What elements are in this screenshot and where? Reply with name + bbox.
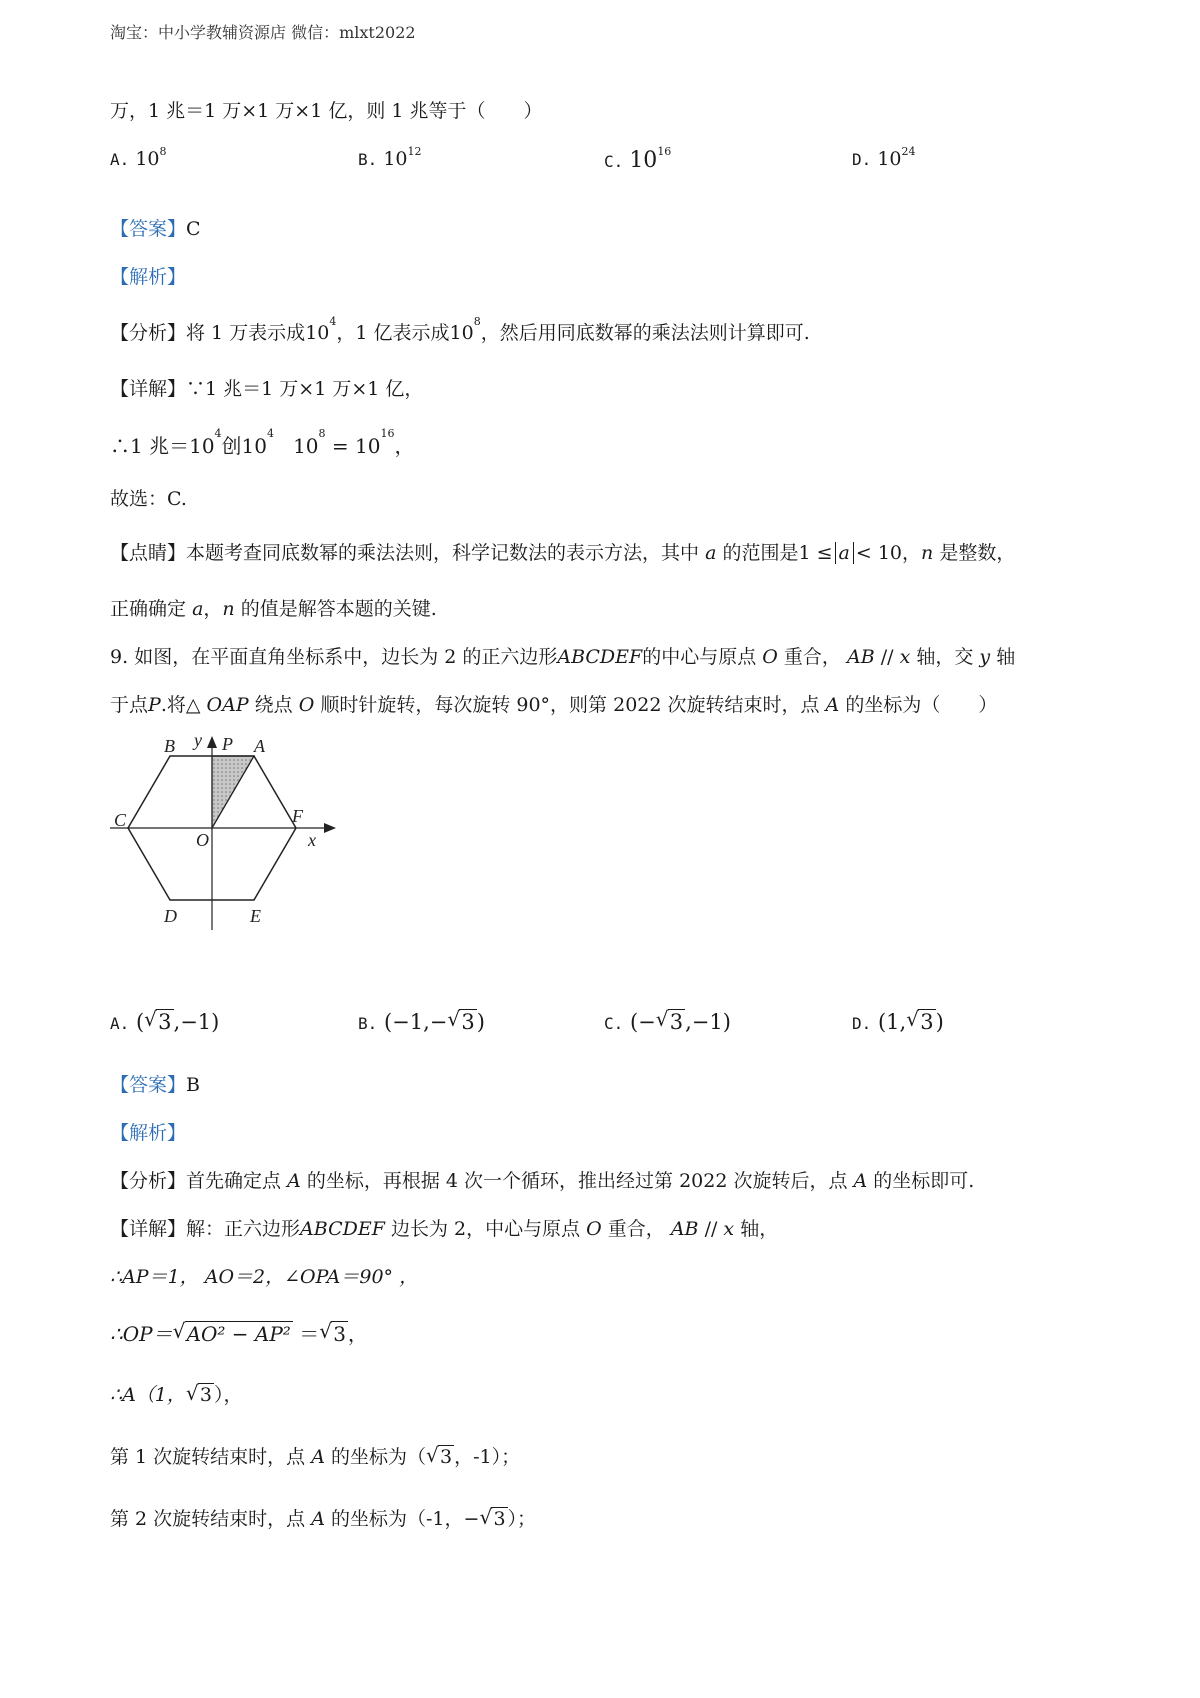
q9-detail-1: [110, 1214, 778, 1241]
answer-value: C: [186, 218, 201, 240]
option-letter: D.: [852, 1014, 872, 1033]
sqrt-symbol: [426, 1446, 454, 1468]
line-text: 的坐标为（-1，: [331, 1508, 464, 1530]
answer-value: B: [186, 1074, 200, 1096]
sqrt-radicand: 3: [333, 1322, 346, 1346]
answer-tag: 【答案】: [110, 1074, 187, 1096]
option-exp: 8: [159, 145, 167, 158]
var-o: O: [298, 694, 315, 716]
ineq-right: < 10: [855, 542, 902, 564]
math-eq: ＝: [299, 1322, 320, 1346]
option-letter: B.: [358, 1014, 378, 1033]
line-text: ，: [347, 1322, 368, 1346]
label-d: D: [164, 906, 177, 926]
q8-detail-1: [110, 374, 423, 401]
q8-choose: 故选：C.: [110, 488, 187, 510]
analysis-text: 的坐标，再根据 4 次一个循环，推出经过第 2022 次旋转后，点: [306, 1170, 848, 1192]
q8-comment-1: [110, 538, 1015, 565]
line-text: 第 2 次旋转结束时，点: [110, 1508, 306, 1530]
option-letter: B.: [358, 150, 378, 169]
sqrt-symbol: [479, 1508, 507, 1530]
var-a-point: A: [311, 1446, 325, 1468]
sqrt-radicand: 3: [461, 1010, 475, 1034]
q9-option-d[interactable]: [852, 1010, 944, 1034]
line-text: 的坐标为（: [331, 1446, 427, 1468]
sqrt-radicand: AO² − AP²: [186, 1322, 291, 1346]
detail-text: 重合，: [607, 1218, 665, 1240]
analysis-tag: 【分析】: [110, 1170, 187, 1192]
q9-rotation-2: [110, 1504, 536, 1531]
line-text: 第 1 次旋转结束时，点: [110, 1446, 306, 1468]
option-post: ,−1): [685, 1010, 731, 1034]
math-ten: 10: [189, 434, 215, 458]
stem-text: 重合，: [783, 646, 841, 668]
q9-jiexi-tag: 【解析】: [110, 1122, 187, 1144]
var-a-point: A: [853, 1170, 868, 1192]
math-ten: 10: [355, 434, 381, 458]
option-letter: D.: [852, 150, 872, 169]
line-text: ∴A（1，: [110, 1384, 186, 1406]
q8-analysis: [110, 315, 810, 345]
parallel-symbol: //: [880, 646, 894, 668]
stem-text: 顺时针旋转，每次旋转 90°，则第 2022 次旋转结束时，点: [320, 694, 820, 716]
var-y: y: [979, 646, 991, 668]
sqrt-symbol: [173, 1322, 293, 1346]
q9-option-c[interactable]: [604, 1010, 731, 1034]
math-ten: 10: [449, 322, 474, 344]
detail-text: 边长为 2，中心与原点: [390, 1218, 581, 1240]
option-letter: A.: [110, 1014, 130, 1033]
q8-option-c[interactable]: [604, 145, 672, 173]
stem-text: 绕点: [254, 694, 293, 716]
stem-text: 如图，在平面直角坐标系中，边长为 2 的正六边形: [134, 646, 558, 668]
var-o: O: [762, 646, 778, 668]
detail-text: ，: [394, 434, 415, 458]
math-exp: 8: [318, 427, 326, 440]
label-f: F: [292, 806, 303, 826]
var-ab: AB: [846, 646, 875, 668]
math-times: 创: [221, 434, 242, 458]
label-b: B: [164, 736, 175, 756]
sqrt-symbol: [144, 1010, 173, 1034]
comment-tag: 【点睛】: [110, 542, 187, 564]
option-post: ,−1): [173, 1010, 220, 1034]
var-n: n: [222, 598, 235, 620]
label-y: y: [194, 730, 202, 750]
option-pre: (1,: [877, 1010, 907, 1034]
sqrt-symbol: [447, 1010, 476, 1034]
option-post: ): [476, 1010, 485, 1034]
q8-option-b[interactable]: [358, 145, 422, 170]
var-a-point: A: [825, 694, 840, 716]
option-base: 10: [629, 148, 658, 173]
option-letter: A.: [110, 150, 130, 169]
line-text: ）；: [507, 1508, 537, 1530]
x-axis-arrow: [324, 823, 336, 833]
label-o: O: [196, 830, 209, 850]
y-axis-arrow: [207, 736, 217, 748]
detail-tag: 【详解】: [110, 1218, 187, 1240]
stem-text: 轴，交: [916, 646, 974, 668]
sqrt-symbol: [656, 1010, 685, 1034]
parallel-symbol: //: [704, 1218, 718, 1240]
q8-jiexi-tag: 【解析】: [110, 266, 187, 288]
q9-option-b[interactable]: [358, 1010, 485, 1034]
math-eq: =: [331, 434, 349, 458]
option-pre: (−1,−: [383, 1010, 448, 1034]
q9-stem-line2: [110, 690, 997, 717]
option-exp: 16: [657, 145, 672, 158]
sqrt-symbol: [319, 1322, 348, 1346]
hexagon-figure: [108, 730, 348, 940]
option-base: 10: [383, 148, 408, 170]
var-p: P: [148, 694, 161, 716]
stem-text: 的坐标为（ ）: [845, 694, 998, 716]
q8-option-d[interactable]: [852, 145, 916, 170]
var-x: x: [899, 646, 911, 668]
q9-line-op: [110, 1318, 368, 1347]
var-x: x: [723, 1218, 735, 1240]
label-p: P: [222, 734, 233, 754]
option-letter: C.: [604, 1014, 624, 1033]
comment-text: 正确确定: [110, 598, 187, 620]
math-exp: 4: [214, 427, 222, 440]
q8-option-a[interactable]: [110, 145, 167, 170]
page-header: 淘宝：中小学教辅资源店 微信：mlxt2022: [110, 23, 416, 42]
var-a: a: [705, 542, 717, 564]
line-text: ∴OP＝: [110, 1322, 173, 1346]
detail-text: ∴1 兆＝: [110, 434, 190, 458]
q8-comment-2: [110, 594, 437, 621]
option-pre: (: [135, 1010, 145, 1034]
line-text: ，-1）；: [454, 1446, 521, 1468]
sqrt-radicand: 3: [493, 1508, 506, 1530]
label-c: C: [114, 810, 127, 830]
comment-text: 的范围是: [722, 542, 799, 564]
option-post: ): [935, 1010, 944, 1034]
comment-text: ，: [203, 598, 223, 620]
comment-text: 本题考查同底数幂的乘法法则，科学记数法的表示方法，其中: [186, 542, 700, 564]
label-e: E: [250, 906, 261, 926]
answer-tag: 【答案】: [110, 218, 187, 240]
line-text: ），: [214, 1384, 243, 1406]
comment-text: ，: [902, 542, 922, 564]
math-ten: 10: [241, 434, 267, 458]
math-ten: 10: [305, 322, 330, 344]
q9-analysis: [110, 1166, 974, 1193]
stem-text: .将△: [160, 694, 201, 716]
var-a: a: [838, 542, 850, 564]
sqrt-radicand: 3: [158, 1010, 172, 1034]
detail-tag: 【详解】: [110, 378, 187, 400]
math-exp: 8: [473, 315, 481, 328]
q9-stem-line1: [110, 642, 1015, 669]
analysis-text: 将 1 万表示成: [186, 322, 306, 344]
label-a: A: [254, 736, 265, 756]
sqrt-symbol: [906, 1010, 935, 1034]
option-letter: C.: [604, 152, 624, 171]
stem-text: 轴: [996, 646, 1016, 668]
ineq-left: 1 ≤: [798, 542, 833, 564]
analysis-text: ，然后用同底数幂的乘法法则计算即可.: [480, 322, 810, 344]
var-a-point: A: [311, 1508, 325, 1530]
var-a: a: [192, 598, 204, 620]
minus-sign: −: [463, 1508, 480, 1530]
comment-text: 的值是解答本题的关键.: [240, 598, 437, 620]
option-base: 10: [877, 148, 902, 170]
analysis-text: ，1 亿表示成: [336, 322, 450, 344]
q8-detail-2: [110, 427, 415, 459]
q8-stem: 万，1 兆＝1 万×1 万×1 亿，则 1 兆等于（ ）: [110, 100, 543, 122]
math-ten: 10: [293, 434, 319, 458]
var-a-point: A: [287, 1170, 301, 1192]
var-o: O: [586, 1218, 602, 1240]
math-exp: 4: [329, 315, 337, 328]
sqrt-radicand: 3: [920, 1010, 934, 1034]
q9-line-ap: ∴AP＝1， AO＝2，∠OPA＝90° ，: [110, 1266, 419, 1288]
detail-text: 解：正六边形: [186, 1218, 301, 1240]
detail-text: ∵1 兆＝1 万×1 万×1 亿，: [186, 378, 424, 400]
var-hex: ABCDEF: [300, 1218, 385, 1240]
q9-answer: [110, 1070, 200, 1097]
q9-line-a: [110, 1380, 243, 1407]
stem-text: 的中心与原点: [642, 646, 757, 668]
option-base: 10: [135, 148, 160, 170]
q8-answer: [110, 214, 201, 241]
detail-text: 轴，: [740, 1218, 779, 1240]
option-pre: (−: [629, 1010, 656, 1034]
var-hex: ABCDEF: [557, 646, 643, 668]
sqrt-symbol: [186, 1384, 214, 1406]
math-exp: 16: [380, 427, 395, 440]
sqrt-radicand: 3: [199, 1384, 212, 1406]
option-exp: 12: [407, 145, 422, 158]
question-number: 9.: [110, 646, 129, 668]
comment-text: 是整数，: [939, 542, 1016, 564]
math-exp: 4: [267, 427, 274, 440]
label-x: x: [308, 830, 316, 850]
q9-option-a[interactable]: [110, 1010, 219, 1034]
sqrt-radicand: 3: [669, 1010, 684, 1034]
var-oap: OAP: [206, 694, 249, 716]
option-exp: 24: [901, 145, 916, 158]
var-ab: AB: [670, 1218, 699, 1240]
q9-rotation-1: [110, 1442, 520, 1469]
analysis-tag: 【分析】: [110, 322, 187, 344]
analysis-text: 的坐标即可.: [873, 1170, 975, 1192]
sqrt-radicand: 3: [440, 1446, 453, 1468]
stem-text: 于点: [110, 694, 149, 716]
var-n: n: [921, 542, 934, 564]
analysis-text: 首先确定点: [186, 1170, 282, 1192]
